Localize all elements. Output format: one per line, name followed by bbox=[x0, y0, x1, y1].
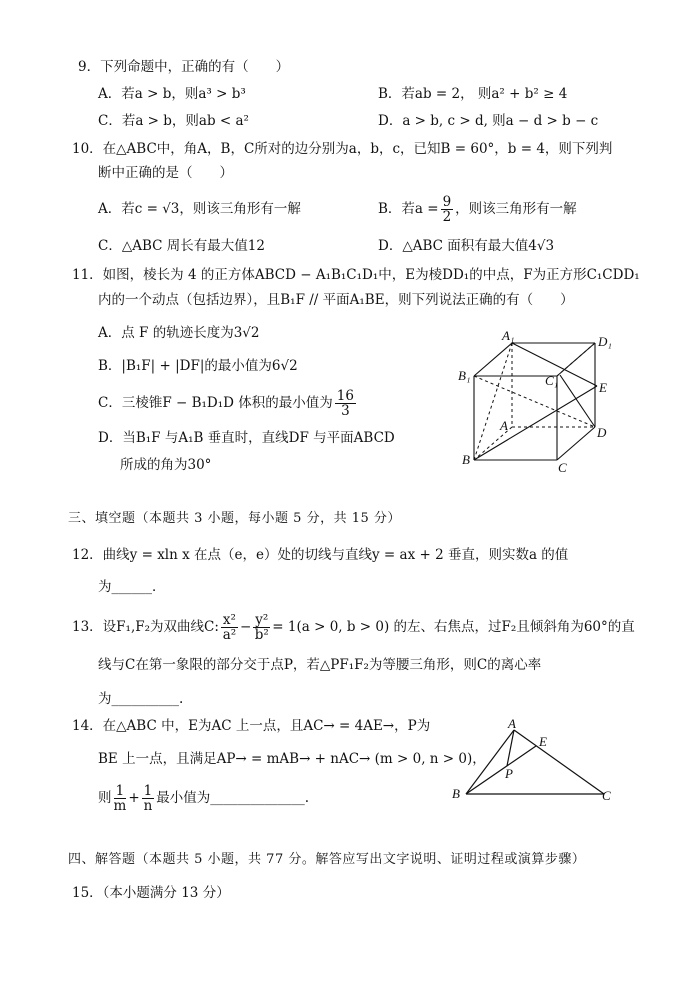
fraction-numerator: 1 bbox=[114, 784, 127, 799]
label-c: C bbox=[558, 460, 567, 475]
label-a: A bbox=[500, 418, 508, 433]
q10-option-b bbox=[378, 186, 577, 232]
q11-option-c bbox=[98, 380, 358, 426]
q13-line1 bbox=[72, 604, 635, 650]
fraction-numerator: 9 bbox=[442, 194, 452, 210]
q11-option-d-line2: 所成的角为30° bbox=[120, 457, 212, 473]
cube-edge bbox=[474, 343, 512, 376]
q9-option-d: D．a > b, c > d, 则a − d > b − c bbox=[378, 113, 599, 129]
q15-heading: 15．（本小题满分 13 分） bbox=[72, 885, 230, 901]
q10-option-b-fraction bbox=[441, 195, 454, 224]
fraction-numerator: 1 bbox=[143, 783, 153, 799]
q11-stem-line1: 11．如图，棱长为 4 的正方体ABCD − A₁B₁C₁D₁中，E为棱DD₁的中点，F为正方形C₁CDD₁ bbox=[72, 267, 640, 283]
triangle-figure bbox=[448, 716, 628, 806]
q10-option-b-suffix: ，则该三角形有一解 bbox=[455, 201, 577, 217]
side-ab bbox=[466, 730, 514, 794]
q13-prefix: 13．设F₁,F₂为双曲线C: bbox=[72, 619, 219, 635]
q14-line3 bbox=[98, 775, 309, 821]
q14-line3-suffix: 最小值为______________. bbox=[156, 790, 310, 806]
q10-option-d: D．△ABC 面积有最大值4√3 bbox=[378, 238, 555, 254]
side-ac bbox=[514, 730, 604, 794]
label-d1: D₁ bbox=[598, 334, 612, 349]
q13-suffix: = 1(a > 0, b > 0) 的左、右焦点，过F₂且倾斜角为60°的直 bbox=[272, 619, 635, 635]
label-c1: C₁ bbox=[545, 373, 559, 388]
q11-option-a: A．点 F 的轨迹长度为3√2 bbox=[98, 325, 260, 341]
q10-stem-line1: 10．在△ABC中，角A，B，C所对的边分别为a，b，c，已知B = 60°，b = 4，则下列判 bbox=[72, 141, 613, 157]
fraction-denominator: m bbox=[113, 798, 127, 814]
q9-option-a: A．若a > b，则a³ > b³ bbox=[98, 86, 246, 102]
q9-option-b: B．若ab = 2， 则a² + b² ≥ 4 bbox=[378, 86, 568, 102]
label-c: C bbox=[602, 788, 611, 803]
cube-figure bbox=[452, 330, 632, 480]
q13-fraction-y bbox=[253, 613, 270, 642]
segment-b-e bbox=[474, 386, 597, 460]
q14-line2: BE 上一点，且满足AP→ = mAB→ + nAC→ (m > 0, n > 0)， bbox=[98, 751, 486, 767]
q13-line2: 线与C在第一象限的部分交于点P，若△PF₁F₂为等腰三角形，则C的离心率 bbox=[98, 657, 542, 673]
label-a: A bbox=[508, 716, 516, 731]
q13-line3: 为__________. bbox=[98, 691, 184, 707]
fraction-denominator: b² bbox=[254, 627, 269, 643]
q11-stem-line2: 内的一个动点（包括边界），且B₁F // 平面A₁BE，则下列说法正确的有（ ） bbox=[98, 292, 574, 308]
q10-option-a: A．若c = √3，则该三角形有一解 bbox=[98, 201, 301, 217]
fraction-numerator: 16 bbox=[336, 388, 354, 404]
fraction-numerator: y² bbox=[255, 612, 269, 628]
q11-option-c-prefix: C．三棱锥F − B₁D₁D 体积的最小值为 bbox=[98, 395, 333, 411]
label-b: B bbox=[452, 786, 460, 801]
label-b1: B₁ bbox=[458, 368, 471, 383]
hidden-segment-a1-b bbox=[474, 343, 512, 460]
q10-option-c: C．△ABC 周长有最大值12 bbox=[98, 238, 265, 254]
q14-plus: + bbox=[128, 790, 140, 806]
q9-option-c: C．若a > b，则ab < a² bbox=[98, 113, 249, 129]
label-b: B bbox=[462, 452, 470, 467]
label-d: D bbox=[597, 425, 607, 440]
q13-minus: − bbox=[239, 619, 252, 635]
q9-stem: 9．下列命题中，正确的有（ ） bbox=[78, 59, 290, 75]
hidden-segment-b1-d bbox=[474, 376, 595, 427]
q14-fraction-m bbox=[114, 784, 127, 813]
label-e: E bbox=[599, 380, 607, 395]
q12-line2: 为______． bbox=[98, 579, 166, 595]
segment-be bbox=[466, 746, 536, 794]
fraction-denominator: n bbox=[143, 798, 153, 814]
q11-option-b: B．|B₁F| + |DF|的最小值为6√2 bbox=[98, 358, 298, 374]
q14-line1: 14．在△ABC 中，E为AC 上一点，且AC→ = 4AE→，P为 bbox=[72, 718, 431, 734]
fraction-denominator: 2 bbox=[442, 209, 452, 225]
section-4-heading: 四、解答题（本题共 5 小题，共 77 分。解答应写出文字说明、证明过程或演算步骤） bbox=[68, 852, 586, 867]
q13-fraction-x bbox=[221, 613, 238, 642]
cube-edge bbox=[557, 427, 595, 460]
label-e: E bbox=[539, 734, 547, 749]
fraction-denominator: 3 bbox=[341, 403, 350, 419]
q14-line3-prefix: 则 bbox=[98, 790, 112, 806]
fraction-denominator: a² bbox=[222, 627, 237, 643]
hidden-segment bbox=[557, 343, 595, 376]
section-3-heading: 三、填空题（本题共 3 小题，每小题 5 分，共 15 分） bbox=[68, 511, 401, 526]
q10-stem-line2: 断中正确的是（ ） bbox=[98, 165, 233, 181]
q14-fraction-n bbox=[142, 784, 155, 813]
q11-option-c-fraction bbox=[335, 389, 356, 418]
q10-option-b-prefix: B．若a = bbox=[378, 201, 439, 217]
label-a1: A₁ bbox=[502, 330, 515, 343]
label-p: P bbox=[505, 766, 513, 781]
q11-option-d-line1: D．当B₁F 与A₁B 垂直时，直线DF 与平面ABCD bbox=[98, 430, 395, 446]
fraction-numerator: x² bbox=[222, 612, 236, 628]
q12-line1: 12．曲线y = xln x 在点（e，e）处的切线与直线y = ax + 2 垂直，则实数a 的值 bbox=[72, 547, 569, 563]
